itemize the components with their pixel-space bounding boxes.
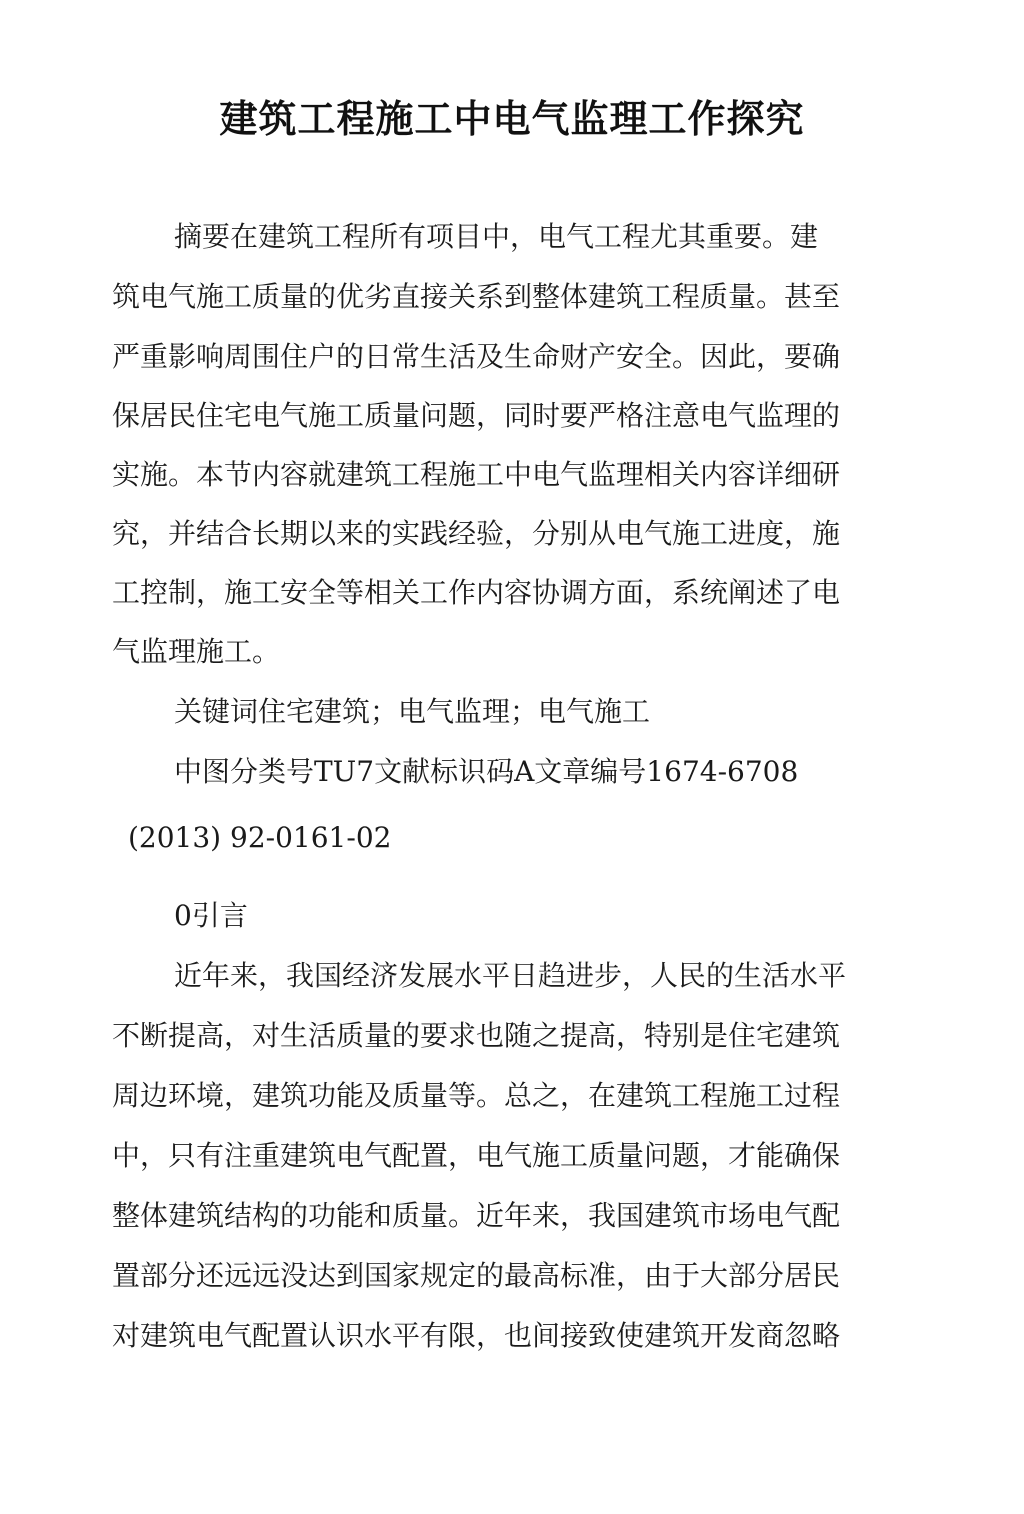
intro-line: 不断提高，对生活质量的要求也随之提高，特别是住宅建筑: [112, 1019, 841, 1052]
keywords-line: 关键词住宅建筑；电气监理；电气施工: [174, 695, 651, 728]
intro-line: 中，只有注重建筑电气配置，电气施工质量问题，才能确保: [112, 1139, 841, 1172]
reference-code: (2013) 92-0161-02: [128, 821, 392, 854]
intro-line: 整体建筑结构的功能和质量。近年来，我国建筑市场电气配: [112, 1199, 841, 1232]
abstract-line: 摘要在建筑工程所有项目中，电气工程尤其重要。建: [174, 220, 819, 253]
abstract-line: 筑电气施工质量的优劣直接关系到整体建筑工程质量。甚至: [112, 280, 841, 313]
abstract-line: 究，并结合长期以来的实践经验，分别从电气施工进度，施: [112, 517, 841, 550]
abstract-line: 实施。本节内容就建筑工程施工中电气监理相关内容详细研: [112, 458, 841, 491]
abstract-line: 气监理施工。: [112, 635, 281, 668]
abstract-line: 工控制，施工安全等相关工作内容协调方面，系统阐述了电: [112, 576, 841, 609]
intro-line: 对建筑电气配置认识水平有限，也间接致使建筑开发商忽略: [112, 1319, 841, 1352]
abstract-line: 严重影响周围住户的日常生活及生命财产安全。因此，要确: [112, 340, 841, 373]
document-title: 建筑工程施工中电气监理工作探究: [219, 97, 805, 141]
section-heading: 0引言: [174, 899, 248, 932]
intro-line: 周边环境，建筑功能及质量等。总之，在建筑工程施工过程: [112, 1079, 841, 1112]
intro-line: 置部分还远远没达到国家规定的最高标准，由于大部分居民: [112, 1259, 841, 1292]
intro-line: 近年来，我国经济发展水平日趋进步，人民的生活水平: [174, 959, 847, 992]
abstract-line: 保居民住宅电气施工质量问题，同时要严格注意电气监理的: [112, 399, 841, 432]
classification-line: 中图分类号TU7文献标识码A文章编号1674-6708: [174, 755, 799, 788]
